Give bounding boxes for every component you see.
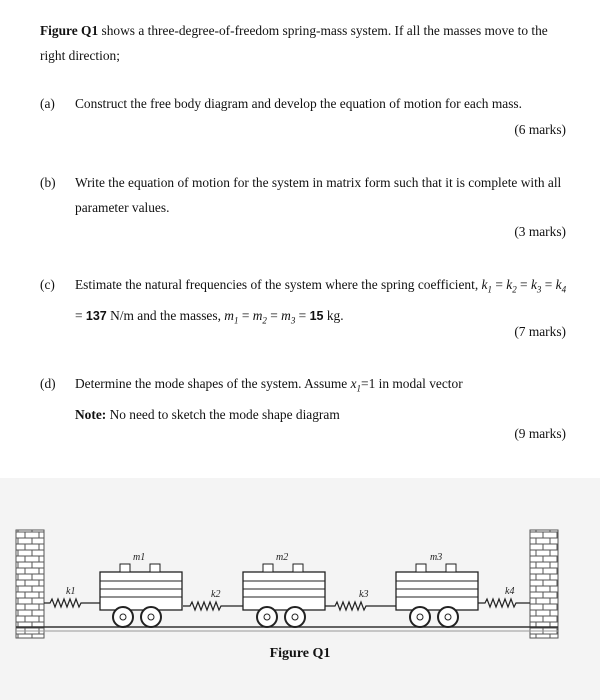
- label-k4: k4: [505, 586, 515, 597]
- question-c: [40, 272, 575, 333]
- label-k3: k3: [359, 589, 369, 600]
- question-b-text: Write the equation of motion for the system in matrix form such that it is complete with all parameter values.: [75, 175, 562, 215]
- question-a-marks: (6 marks): [514, 122, 566, 137]
- label-m3: m3: [430, 552, 443, 563]
- question-d-marks: (9 marks): [514, 426, 566, 441]
- question-d-text-start: Determine the mode shapes of the system. Assume: [75, 376, 351, 391]
- label-k2: k2: [211, 589, 221, 600]
- spring-k2: [183, 602, 243, 610]
- question-a: [40, 91, 575, 116]
- question-c-text: Estimate the natural frequencies of the system where the spring coefficient, $k_1 = k_2 = k_3 = k_4 = 137$ N/m and the masses, $m_1 = m_2 = m_3 = 15$ kg.: [75, 277, 567, 326]
- note-label: Note:: [75, 406, 107, 422]
- cart-m3: [396, 564, 478, 627]
- figure-reference: Figure Q1: [40, 23, 99, 38]
- label-k1: k1: [66, 586, 76, 597]
- question-d-text-end: =1 in modal vector: [361, 376, 463, 391]
- intro-text: shows a three-degree-of-freedom spring-mass system. If all the masses move to the right direction;: [40, 23, 548, 63]
- left-wall: [16, 530, 44, 638]
- question-d-text: Determine the mode shapes of the system. Assume $x_1=1$ in modal vector: [75, 376, 463, 394]
- label-m1: m1: [133, 552, 146, 563]
- intro-paragraph: [40, 18, 575, 68]
- question-a-text: Construct the free body diagram and develop the equation of motion for each mass.: [75, 96, 522, 111]
- right-wall: [530, 530, 558, 638]
- question-d-label: (d): [40, 376, 56, 391]
- question-a-label: (a): [40, 96, 55, 111]
- question-d: [40, 371, 575, 427]
- figure-caption: Figure Q1: [269, 646, 331, 661]
- cart-m1: [100, 564, 182, 627]
- label-m2: m2: [276, 552, 289, 563]
- cart-m2: [243, 564, 325, 627]
- question-c-label: (c): [40, 277, 55, 292]
- question-c-text-mid: N/m and the masses,: [106, 307, 225, 323]
- question-c-text-start: Estimate the natural frequencies of the system where the spring coefficient,: [75, 277, 482, 292]
- spring-mass-diagram: [0, 478, 600, 700]
- note-text: No need to sketch the mode shape diagram: [106, 406, 340, 422]
- question-c-marks: (7 marks): [514, 324, 566, 339]
- question-b: [40, 170, 575, 220]
- question-d-note: [75, 402, 575, 427]
- question-b-marks: (3 marks): [514, 224, 566, 239]
- spring-k4: [478, 599, 530, 607]
- spring-k3: [325, 602, 396, 610]
- question-c-text-end: kg.: [323, 307, 344, 323]
- spring-coefficient-value: 137: [85, 308, 107, 323]
- mass-value: 15: [309, 308, 324, 323]
- question-b-label: (b): [40, 175, 56, 190]
- figure-q1: [0, 478, 600, 700]
- spring-k1: [44, 599, 101, 607]
